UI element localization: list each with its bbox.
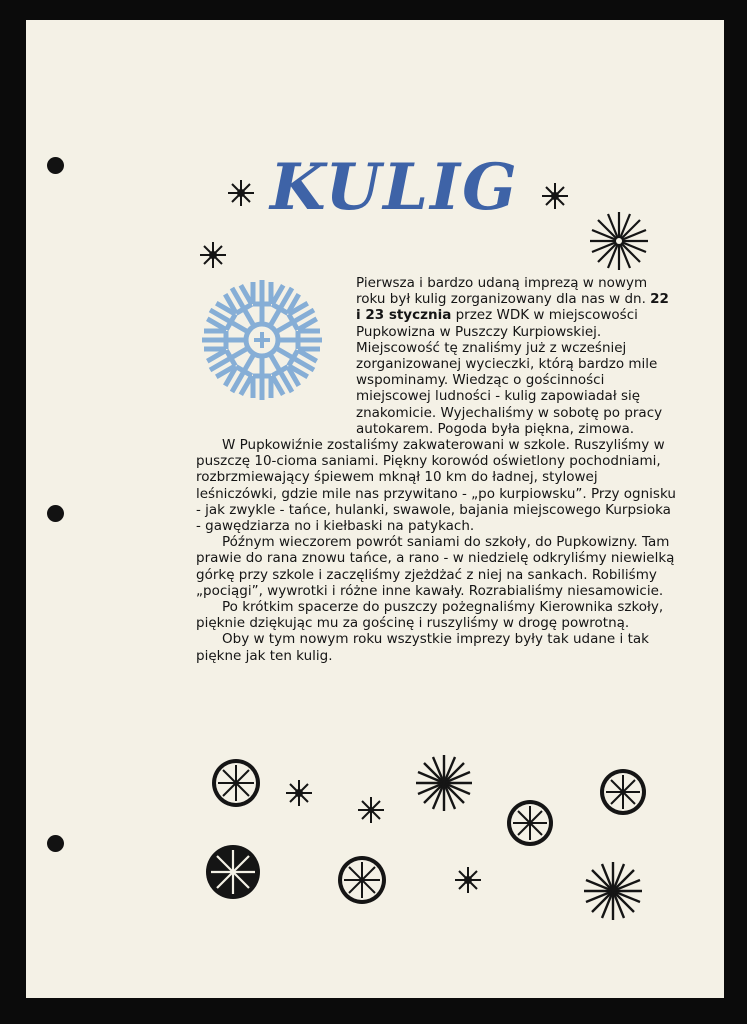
paragraph: Późnym wieczorem powrót saniami do szkoły, do Pupkowizny. Tam prawie do rana znowu tańce, a rano - w niedzielę odkryliśmy niewielką górkę przy szkole i zaczęliśmy zjeżdżać z niej na sankach. Robiliśmy „pociągi”, wywrotki i różne inne kawały. Rozrabialiśmy niesamowicie. [196,534,675,599]
snowflake-icon [226,178,256,208]
snowflake-icon [203,842,263,902]
snowflake-icon [284,778,314,808]
snowflake-icon [582,860,644,922]
snowflake-icon [335,853,389,907]
snowflake-icon [453,865,483,895]
paragraph: W Pupkowiźnie zostaliśmy zakwaterowani w szkole. Ruszyliśmy w puszczę 10-cioma saniami. Piękny korowód oświetlony pochodniami, rozbrzmiewający śpiewem mknął 10 km do ładnej, stylowej leśniczówki, gdzie mile nas przywitano - „po kurpiowsku”. Przy ognisku - jak zwykle - tańce, hulanki, swawole, bajania miejscowego Kurpsioka - gawędziarza no i kiełbaski na patykach. [196,437,676,535]
snowflake-icon [597,766,649,818]
punch-hole [47,157,64,174]
snowflake-icon [504,797,556,849]
punch-hole [47,505,64,522]
paragraph: Oby w tym nowym roku wszystkie imprezy były tak udane i tak piękne jak ten kulig. [196,631,649,664]
snowflake-icon [414,753,474,813]
article-body [196,275,676,664]
paragraph: Po krótkim spacerze do puszczy pożegnaliśmy Kierownika szkoły, pięknie dziękując mu za gościnę i ruszyliśmy w drogę powrotną. [196,599,664,632]
snowflake-icon [198,240,228,270]
snowflake-icon [540,181,570,211]
page-title: KULIG [270,150,519,225]
document-page [26,20,724,998]
punch-hole [47,835,64,852]
snowflake-icon [588,210,650,272]
snowflake-icon [209,756,263,810]
snowflake-icon [356,795,386,825]
paragraph: Pierwsza i bardzo udaną imprezą w nowym roku był kulig zorganizowany dla nas w dn. 22 i 23 stycznia przez WDK w miejscowości Pupkowizna w Puszczy Kurpiowskiej. Miejscowość tę znaliśmy już z wcześniej zorganizowanej wycieczki, którą bardzo mile wspominamy. Wiedząc o gościnności miejscowej ludności - kulig zapowiadał się znakomicie. Wyjechaliśmy w sobotę po pracy autokarem. Pogoda była piękna, zimowa. [356,275,669,437]
